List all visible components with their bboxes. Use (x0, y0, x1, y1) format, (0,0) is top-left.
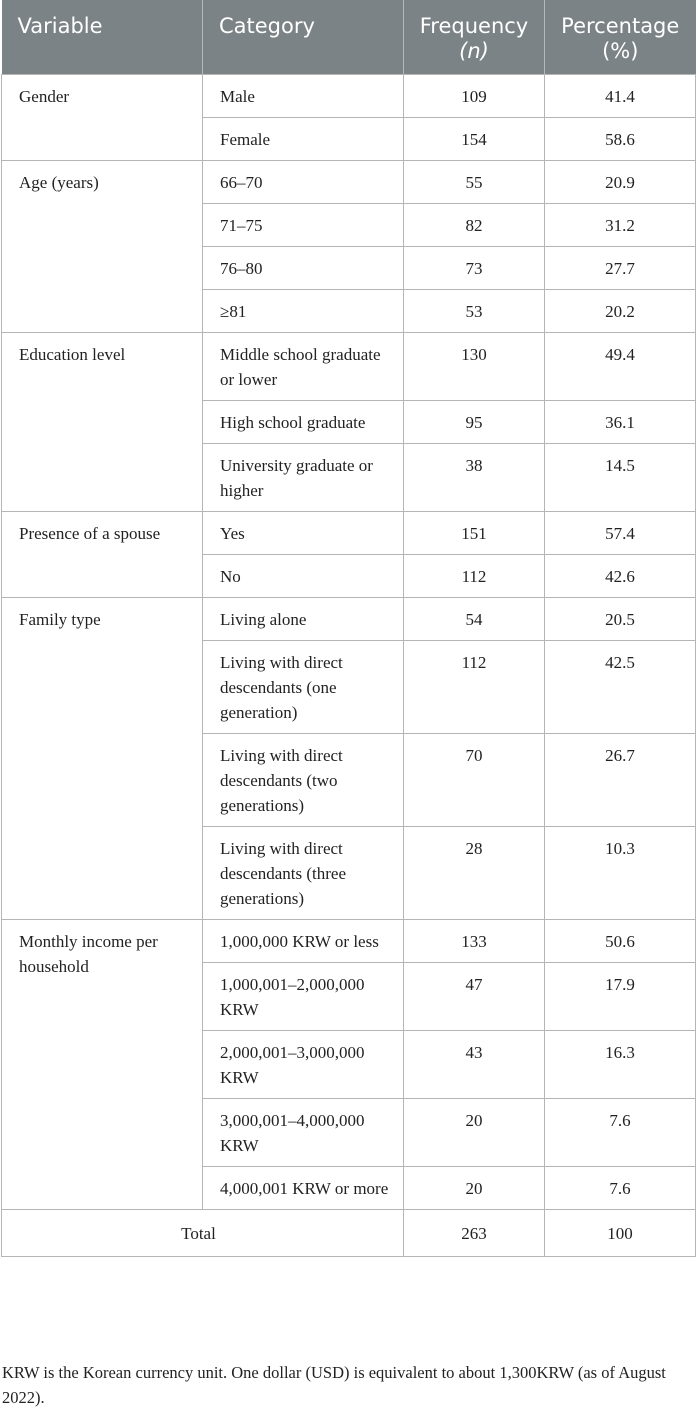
total-frequency: 263 (404, 1210, 545, 1257)
percentage-cell: 41.4 (545, 75, 696, 118)
category-cell: Living with direct descendants (two generations) (203, 734, 404, 827)
header-frequency-label: Frequency (419, 14, 529, 38)
total-row (2, 1210, 696, 1257)
total-label: Total (2, 1210, 404, 1257)
variable-cell: Presence of a spouse (2, 512, 203, 598)
table-row (2, 512, 696, 555)
percentage-cell: 58.6 (545, 118, 696, 161)
category-cell: 1,000,001–2,000,000 KRW (203, 963, 404, 1031)
percentage-cell: 10.3 (545, 827, 696, 920)
percentage-cell: 20.5 (545, 598, 696, 641)
percentage-cell: 7.6 (545, 1099, 696, 1167)
category-cell: 1,000,000 KRW or less (203, 920, 404, 963)
frequency-cell: 70 (404, 734, 545, 827)
table-row (2, 920, 696, 963)
percentage-cell: 26.7 (545, 734, 696, 827)
category-cell: 66–70 (203, 161, 404, 204)
header-variable: Variable (2, 0, 203, 75)
total-percentage: 100 (545, 1210, 696, 1257)
category-cell: 3,000,001–4,000,000 KRW (203, 1099, 404, 1167)
header-percentage-label: Percentage (561, 14, 680, 38)
frequency-cell: 82 (404, 204, 545, 247)
table-footnote: KRW is the Korean currency unit. One dollar (USD) is equivalent to about 1,300KRW (as of August 2022). (2, 1363, 666, 1407)
frequency-cell: 130 (404, 333, 545, 401)
category-cell: Middle school graduate or lower (203, 333, 404, 401)
percentage-cell: 14.5 (545, 444, 696, 512)
header-frequency (404, 0, 545, 75)
category-cell: Female (203, 118, 404, 161)
frequency-cell: 53 (404, 290, 545, 333)
frequency-cell: 73 (404, 247, 545, 290)
percentage-cell: 16.3 (545, 1031, 696, 1099)
percentage-cell: 50.6 (545, 920, 696, 963)
variable-cell: Monthly income per household (2, 920, 203, 1210)
table-row (2, 333, 696, 401)
frequency-cell: 109 (404, 75, 545, 118)
header-frequency-unit: (n) (459, 39, 489, 63)
frequency-cell: 47 (404, 963, 545, 1031)
demographics-table-container (1, 0, 695, 1257)
percentage-cell: 17.9 (545, 963, 696, 1031)
frequency-cell: 133 (404, 920, 545, 963)
percentage-cell: 27.7 (545, 247, 696, 290)
frequency-cell: 54 (404, 598, 545, 641)
table-body (2, 75, 696, 1257)
frequency-cell: 28 (404, 827, 545, 920)
frequency-cell: 112 (404, 641, 545, 734)
header-category: Category (203, 0, 404, 75)
frequency-cell: 43 (404, 1031, 545, 1099)
frequency-cell: 55 (404, 161, 545, 204)
header-percentage (545, 0, 696, 75)
percentage-cell: 7.6 (545, 1167, 696, 1210)
header-percentage-unit: (%) (602, 39, 639, 63)
category-cell: Living with direct descendants (one generation) (203, 641, 404, 734)
variable-cell: Family type (2, 598, 203, 920)
table-row (2, 75, 696, 118)
category-cell: Living with direct descendants (three generations) (203, 827, 404, 920)
category-cell: 71–75 (203, 204, 404, 247)
category-cell: University graduate or higher (203, 444, 404, 512)
category-cell: High school graduate (203, 401, 404, 444)
variable-cell: Education level (2, 333, 203, 512)
frequency-cell: 112 (404, 555, 545, 598)
percentage-cell: 31.2 (545, 204, 696, 247)
table-header (2, 0, 696, 75)
category-cell: 4,000,001 KRW or more (203, 1167, 404, 1210)
table-row (2, 161, 696, 204)
category-cell: Living alone (203, 598, 404, 641)
category-cell: 2,000,001–3,000,000 KRW (203, 1031, 404, 1099)
category-cell: No (203, 555, 404, 598)
variable-cell: Gender (2, 75, 203, 161)
percentage-cell: 42.5 (545, 641, 696, 734)
percentage-cell: 20.9 (545, 161, 696, 204)
frequency-cell: 154 (404, 118, 545, 161)
table-row (2, 598, 696, 641)
percentage-cell: 49.4 (545, 333, 696, 401)
category-cell: Male (203, 75, 404, 118)
percentage-cell: 57.4 (545, 512, 696, 555)
percentage-cell: 36.1 (545, 401, 696, 444)
frequency-cell: 95 (404, 401, 545, 444)
percentage-cell: 42.6 (545, 555, 696, 598)
frequency-cell: 38 (404, 444, 545, 512)
frequency-cell: 20 (404, 1167, 545, 1210)
percentage-cell: 20.2 (545, 290, 696, 333)
category-cell: Yes (203, 512, 404, 555)
frequency-cell: 20 (404, 1099, 545, 1167)
header-row (2, 0, 696, 75)
variable-cell: Age (years) (2, 161, 203, 333)
frequency-cell: 151 (404, 512, 545, 555)
demographics-table (1, 0, 696, 1257)
category-cell: ≥81 (203, 290, 404, 333)
category-cell: 76–80 (203, 247, 404, 290)
